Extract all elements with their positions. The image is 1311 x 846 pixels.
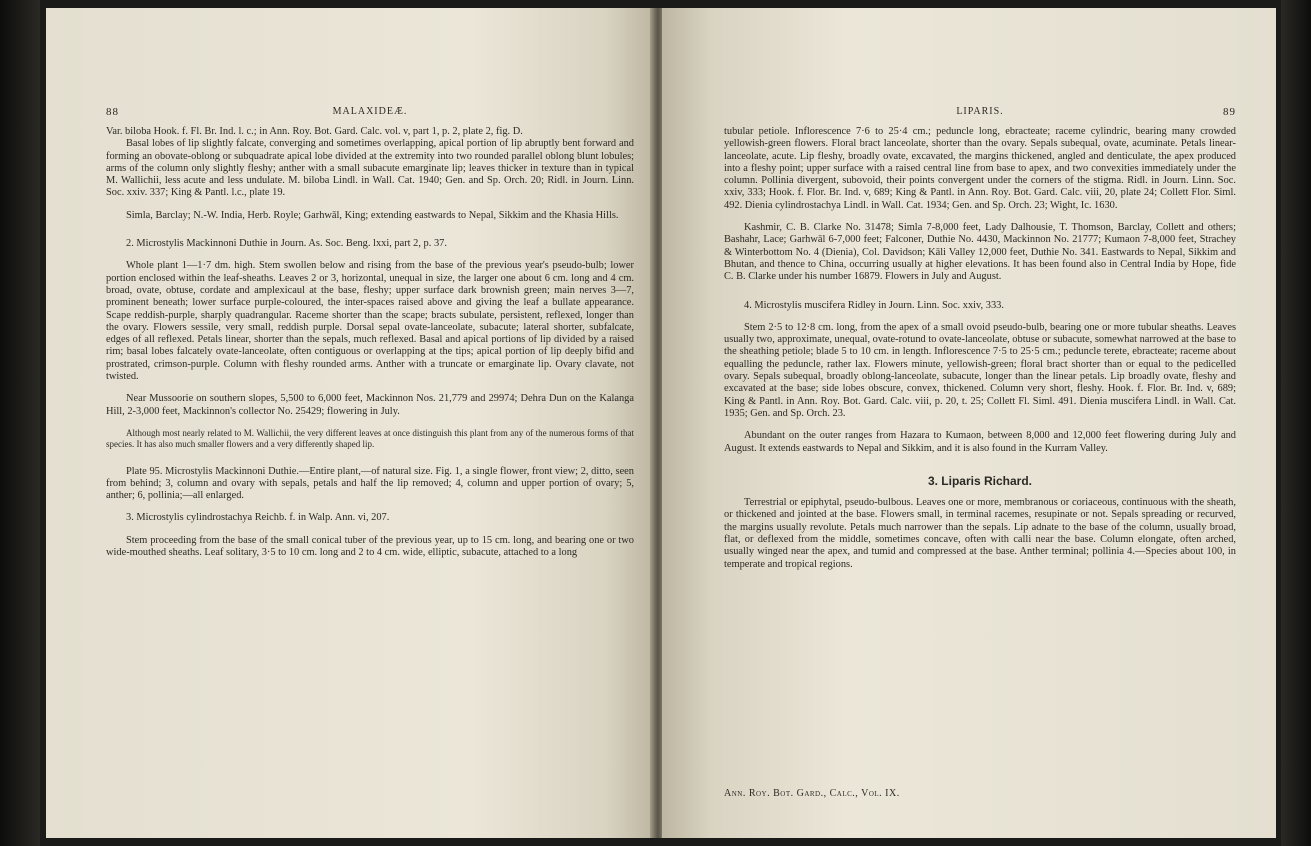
- note-paragraph: Although most nearly related to M. Wallichii, the very different leaves at once distinguish this plant from any of the numerous forms of that species. It has also much smaller flowers and a very differently shaped lip.: [106, 427, 634, 449]
- paragraph: tubular petiole. Inflorescence 7·6 to 25·4 cm.; peduncle long, ebracteate; raceme cylindric, bearing many crowded yellowish-green flowers. Floral bract lanceolate, shorter than the ovary. Sepals subequal, ovate, acuminate. Petals linear-lanceolate, acute. Lip fleshy, broadly ovate, excavated, the margins thickened, angled and denticulate, the apex produced into a fleshy point; upper surface with a raised central line from base to apex, and two convexities immediately under the column. Pollinia divergent, subovoid, their points convergent under the corners of the stigma. Ridl. in Journ. Linn. Soc. xxiv, 333; Hook. f. Flor. Br. Ind. v, 689; King & Pantl. in Ann. Roy. Bot. Gard. Calc. viii, 20, plate 24; Collett Flor. Siml. 492. Dienia cylindrostachya Lindl. in Wall. Cat. 1934; Gen. and Sp. Orch. 23; Wight, Ic. 1630.: [724, 126, 1236, 211]
- species-heading: 2. Microstylis Mackinnoni Duthie in Journ. As. Soc. Beng. lxxi, part 2, p. 37.: [126, 238, 447, 250]
- paragraph: Kashmir, C. B. Clarke No. 31478; Simla 7-8,000 feet, Lady Dalhousie, T. Thomson, Barclay, Collett and others; Bashahr, Lace; Garhwāl 6-7,000 feet; Falconer, Duthie No. 4430, Mackinnon No. 21777; Kumaon 7-8,000 feet, Strachey & Winterbottom No. 4 (Dienia), Col. Davidson; Kāli Valley 12,000 feet, Duthie No. 341. Eastwards to Nepal, Sikkim and Bhutan, and thence to China, occurring usually at higher elevations. It has been found also in Central India by Hope, fide C. B. Clarke under his number 16879. Flowers in July and August.: [724, 222, 1236, 283]
- scan-edge-left: [0, 0, 40, 846]
- right-page-header: [724, 106, 1236, 117]
- paragraph: Whole plant 1—1·7 dm. high. Stem swollen below and rising from the base of the previous year's pseudo-bulb; lower portion enclosed within the leaf-sheaths. Leaves 2 or 3, horizontal, unequal in size, the larger one about 6 cm. long and 4 cm. broad, ovate, obtuse, cordate and amplexicaul at the base, fleshy; upper surface dark brownish green; main nerves 3—7, prominent beneath; lower surface purple-coloured, the inter-spaces raised above and giving the leaf a bullate appearance. Scape reddish-purple, sharply quadrangular. Raceme shorter than the scape; bracts subulate, persistent, reflexed, longer than the ovary. Flowers sessile, very small, reddish purple. Dorsal sepal ovate-lanceolate, subacute; lateral shorter, subfalcate, edges of all reflexed. Petals linear, shorter than the sepals, much reflexed. Basal and apical portions of lip divided by a raised rim; basal lobes falcately ovate-lanceolate, often contiguous or overlapping at the tips; apical portion of lip deeply bifid and prostrated, crimson-purple. Column with fleshy rounded arms. Anther with a truncate or emarginate lip. Ovary clavate, not twisted.: [106, 260, 634, 383]
- paragraph: Basal lobes of lip slightly falcate, converging and sometimes overlapping, apical portion of lip abruptly bent forward and forming an obovate-oblong or subquadrate apical lobe divided at the extremity into two rounded parallel oblong blunt lobules; arms of the column only slightly fleshy; anther with a small subacute emarginate lip; leaves thicker in texture than in typical M. Wallichii, less acute and less undulate. M. biloba Lindl. in Wall. Cat. 1940; Gen. and Sp. Orch. 20; Ridl. in Journ. Linn. Soc. xxiv. 337; King & Pantl. l.c., plate 19.: [106, 138, 634, 199]
- right-page-content: [724, 126, 1236, 571]
- page-number: 89: [1223, 106, 1236, 118]
- paragraph: Stem 2·5 to 12·8 cm. long, from the apex of a small ovoid pseudo-bulb, bearing one or more tubular sheaths. Leaves usually two, approximate, unequal, ovate-rotund to ovate-lanceolate, obtuse or subacute, somewhat narrowed at the base to the sheathing petiole; blade 5 to 10 cm. in length. Inflorescence 7·5 to 25·5 cm.; peduncle terete, ebracteate; raceme about equalling the peduncle, rather lax. Flowers minute, yellowish-green; floral bract shorter than or equal to the pedicelled ovary. Sepals subequal, broadly oblong-lanceolate, subacute, longer than the linear petals. Lip broadly ovate, fleshy and excavated at the base; side lobes obscure, convex, thickened. Column very short, fleshy. Hook. f. Flor. Br. Ind. v, 689; King & Pantl. in Ann. Roy. Bot. Gard. Calc. viii, p. 20, t. 25; Collett Fl. Siml. 491. Dienia muscifera Lindl. in Wall. Cat. 1935; Gen. and Sp. Orch. 23.: [724, 321, 1236, 419]
- genus-heading: 3. Liparis Richard.: [927, 473, 1033, 488]
- right-page: [662, 8, 1276, 838]
- running-head: LIPARIS.: [956, 106, 1004, 117]
- paragraph: Var. biloba Hook. f. Fl. Br. Ind. l. c.; in Ann. Roy. Bot. Gard. Calc. vol. v, part 1, p. 2, plate 2, fig. D.: [106, 126, 523, 137]
- paragraph: Stem proceeding from the base of the small conical tuber of the previous year, up to 15 cm. long, and bearing one or two wide-mouthed sheaths. Leaf solitary, 3·5 to 10 cm. long and 2 to 4 cm. wide, elliptic, subacute, attached to a long: [106, 534, 634, 559]
- page-footer: Ann. Roy. Bot. Gard., Calc., Vol. IX.: [724, 788, 900, 799]
- left-page-content: [106, 126, 634, 559]
- species-heading: 3. Microstylis cylindrostachya Reichb. f. in Walp. Ann. vi, 207.: [126, 512, 390, 524]
- left-page: [46, 8, 654, 838]
- paragraph: Near Mussoorie on southern slopes, 5,500 to 6,000 feet, Mackinnon Nos. 21,779 and 29974; Dehra Dun on the Kalanga Hill, 2-3,000 feet, Mackinnon's collector No. 25429; flowering in July.: [106, 393, 634, 417]
- scan-edge-right: [1281, 0, 1311, 846]
- left-page-header: [106, 106, 634, 117]
- running-head: MALAXIDEÆ.: [332, 106, 408, 117]
- paragraph: Simla, Barclay; N.-W. India, Herb. Royle; Garhwāl, King; extending eastwards to Nepal, Sikkim and the Khasia Hills.: [126, 209, 619, 221]
- paragraph: Abundant on the outer ranges from Hazara to Kumaon, between 8,000 and 12,000 feet flowering during July and August. It extends eastwards to Nepal and Sikkim, and it is also found in the Kurram Valley.: [724, 430, 1236, 454]
- paragraph: Terrestrial or epiphytal, pseudo-bulbous. Leaves one or more, membranous or coriaceous, continuous with the sheath, or thickened and jointed at the base. Flowers small, in terminal racemes, resupinate or not. Sepals spreading or recurved, the margins usually revolute. Petals much narrower than the sepals. Lip adnate to the base of the column, usually broad, flat, or deflexed from the middle, sometimes concave, often with calli near the base. Column elongate, often arched, usually winged near the apex, and tumid and compressed at the base. Anther terminal; pollinia 4.—Species about 100, in temperate and tropical regions.: [724, 497, 1236, 570]
- plate-caption: Plate 95. Microstylis Mackinnoni Duthie.—Entire plant,—of natural size. Fig. 1, a single flower, front view; 2, ditto, seen from behind; 3, column and ovary with sepals, petals and half the lip removed; 4, column and upper portion of ovary; 5, anther; 6, pollinia;—all enlarged.: [106, 465, 634, 502]
- page-number: 88: [106, 106, 119, 118]
- species-heading: 4. Microstylis muscifera Ridley in Journ. Linn. Soc. xxiv, 333.: [744, 299, 1004, 311]
